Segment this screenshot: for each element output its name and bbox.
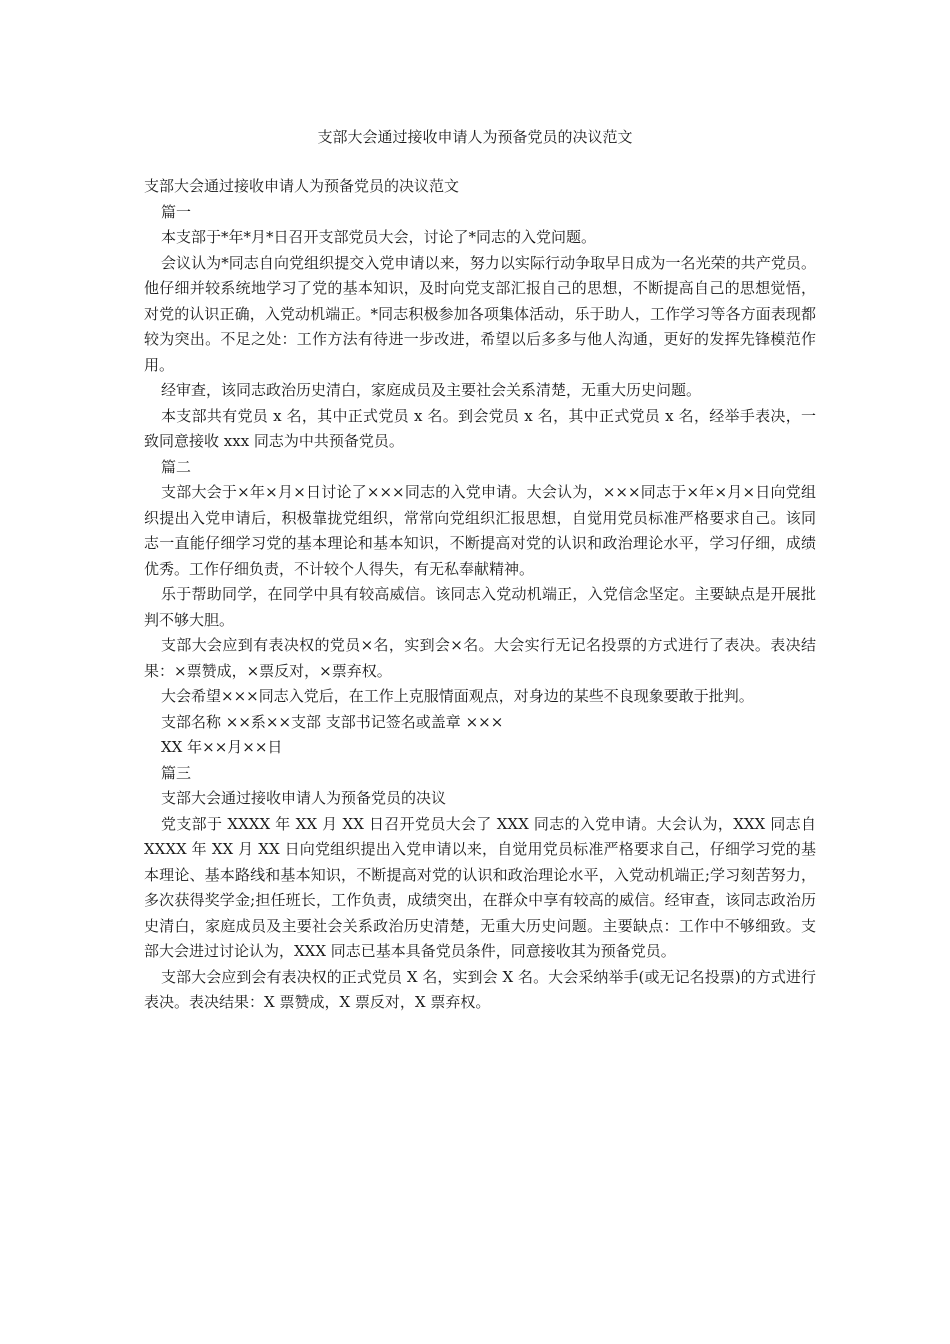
body-paragraph: 支部大会应到会有表决权的正式党员 X 名，实到会 X 名。大会采纳举手(或无记名投票)的方式进行表决。表决结果：X 票赞成，X 票反对，X 票弃权。 — [144, 967, 816, 1011]
section-heading-3: 篇三 — [161, 763, 192, 782]
body-paragraph: 本支部共有党员 x 名，其中正式党员 x 名。到会党员 x 名，其中正式党员 x 名，经举手表决，一致同意接收 xxx 同志为中共预备党员。 — [144, 406, 816, 450]
section-heading-1: 篇一 — [161, 202, 192, 221]
body-paragraph: 经审查，该同志政治历史清白，家庭成员及主要社会关系清楚，无重大历史问题。 — [161, 381, 702, 399]
body-paragraph: 乐于帮助同学，在同学中具有较高威信。该同志入党动机端正，入党信念坚定。主要缺点是开展批判不够大胆。 — [144, 585, 816, 629]
signature-line: 支部名称 ××系××支部 支部书记签名或盖章 ××× — [161, 712, 504, 731]
subtitle-paragraph: 支部大会通过接收申请人为预备党员的决议范文 — [144, 177, 460, 195]
body-paragraph: 支部大会于×年×月×日讨论了×××同志的入党申请。大会认为，×××同志于×年×月×日向党组织提出入党申请后，积极靠拢党组织，常常向党组织汇报思想，自觉用党员标准严格要求自己。该同志一直能仔细学习党的基本理论和基本知识，不断提高对党的认识和政治理论水平，学习仔细，成绩优秀。工作仔细负责，不计较个人得失，有无私奉献精神。 — [144, 483, 816, 578]
document-body — [144, 174, 816, 1016]
body-paragraph: 大会希望×××同志入党后，在工作上克服情面观点，对身边的某些不良现象要敢于批判。 — [161, 687, 754, 705]
section-heading-2: 篇二 — [161, 457, 192, 476]
body-paragraph: 支部大会应到有表决权的党员×名，实到会×名。大会实行无记名投票的方式进行了表决。表决结果：×票赞成，×票反对，×票弃权。 — [144, 636, 816, 680]
date-line: XX 年××月××日 — [161, 738, 283, 756]
document-title: 支部大会通过接收申请人为预备党员的决议范文 — [317, 128, 633, 146]
body-paragraph: 本支部于*年*月*日召开支部党员大会，讨论了*同志的入党问题。 — [161, 228, 597, 246]
body-paragraph: 党支部于 XXXX 年 XX 月 XX 日召开党员大会了 XXX 同志的入党申请。大会认为，XXX 同志自 XXXX 年 XX 月 XX 日向党组织提出入党申请以来，自觉用党员标准严格要求自己，仔细学习党的基本理论、基本路线和基本知识，不断提高对党的认识和政治理论水平，入党动机端正;学习刻苦努力，多次获得奖学金;担任班长，工作负责，成绩突出，在群众中享有较高的威信。经审查，该同志政治历史清白，家庭成员及主要社会关系政治历史清楚，无重大历史问题。主要缺点：工作中不够细致。支部大会进过讨论认为，XXX 同志已基本具备党员条件，同意接收其为预备党员。 — [144, 814, 816, 960]
resolution-title: 支部大会通过接收申请人为预备党员的决议 — [161, 789, 447, 807]
body-paragraph: 会议认为*同志自向党组织提交入党申请以来，努力以实际行动争取早日成为一名光荣的共产党员。他仔细并较系统地学习了党的基本知识，及时向党支部汇报自己的思想，不断提高自己的思想觉悟，对党的认识正确，入党动机端正。*同志积极参加各项集体活动，乐于助人，工作学习等各方面表现都较为突出。不足之处：工作方法有待进一步改进，希望以后多多与他人沟通，更好的发挥先锋模范作用。 — [144, 253, 816, 374]
